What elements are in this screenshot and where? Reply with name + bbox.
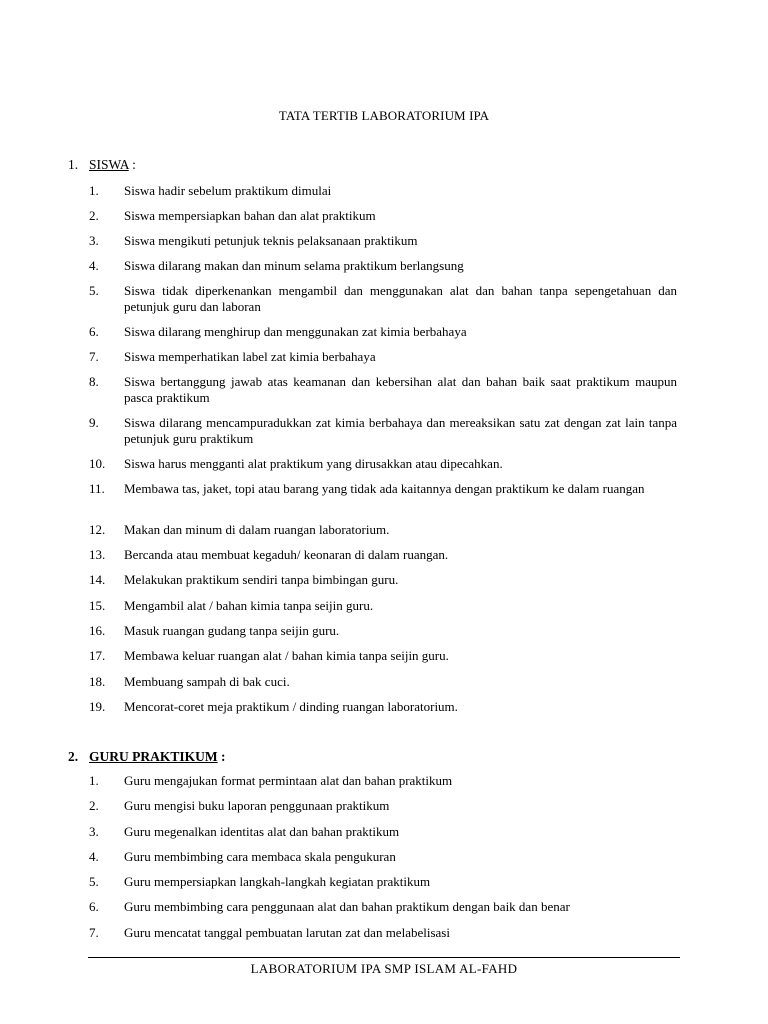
list-item-number: 17. [89, 648, 106, 663]
list-item-text: Guru mempersiapkan langkah-langkah kegiatan praktikum [124, 874, 431, 889]
list-item-number: 16. [89, 623, 106, 638]
list-item-text: Siswa bertanggung jawab atas keamanan dan kebersihan alat dan bahan baik saat praktikum maupun pasca praktikum [124, 374, 677, 405]
list-item-number: 11. [89, 481, 105, 496]
section-heading-siswa [68, 157, 136, 173]
footer-divider [88, 957, 680, 958]
list-item-number: 15. [89, 598, 106, 613]
list-item-number: 6. [89, 324, 99, 339]
list-item-text: Membuang sampah di bak cuci. [124, 674, 290, 689]
list-item-text: Membawa keluar ruangan alat / bahan kimia tanpa seijin guru. [124, 648, 449, 663]
list-item-text: Guru mencatat tanggal pembuatan larutan zat dan melabelisasi [124, 925, 450, 940]
section-label: SISWA [89, 157, 129, 172]
list-item-number: 6. [89, 899, 99, 914]
list-item-number: 2. [89, 798, 99, 813]
list-item-text: Guru membimbing cara membaca skala pengukuran [124, 849, 396, 864]
list-item-number: 5. [89, 283, 99, 298]
list-item-text: Mengambil alat / bahan kimia tanpa seijin guru. [124, 598, 374, 613]
list-item-number: 14. [89, 572, 106, 587]
list-item-number: 1. [89, 183, 99, 198]
list-item-text: Guru megenalkan identitas alat dan bahan praktikum [124, 824, 400, 839]
list-item-text: Mencorat-coret meja praktikum / dinding ruangan laboratorium. [124, 699, 458, 714]
list-item-number: 4. [89, 258, 99, 273]
list-item-text: Makan dan minum di dalam ruangan laboratorium. [124, 522, 390, 537]
list-item-text: Siswa tidak diperkenankan mengambil dan menggunakan alat dan bahan tanpa sepengetahuan dan petunjuk guru dan laboran [124, 283, 677, 314]
section-heading-guru-praktikum [68, 749, 226, 765]
list-item-text: Siswa dilarang mencampuradukkan zat kimia berbahaya dan mereaksikan satu zat dengan zat lain tanpa petunjuk guru praktikum [124, 415, 677, 446]
list-item-number: 12. [89, 522, 106, 537]
list-item-number: 19. [89, 699, 106, 714]
list-item-number: 1. [89, 773, 99, 788]
section-suffix: : [128, 157, 136, 172]
section-label: GURU PRAKTIKUM [89, 749, 218, 764]
page-footer: LABORATORIUM IPA SMP ISLAM AL-FAHD [250, 961, 518, 976]
list-item-number: 13. [89, 547, 106, 562]
list-item-text: Siswa dilarang makan dan minum selama praktikum berlangsung [124, 258, 464, 273]
list-item-number: 8. [89, 374, 99, 389]
list-item-text: Membawa tas, jaket, topi atau barang yang tidak ada kaitannya dengan praktikum ke dalam ruangan [124, 481, 645, 496]
list-item-number: 3. [89, 824, 99, 839]
page-title: TATA TERTIB LABORATORIUM IPA [278, 108, 490, 123]
list-item-number: 10. [89, 456, 106, 471]
list-item-text: Bercanda atau membuat kegaduh/ keonaran di dalam ruangan. [124, 547, 449, 562]
list-item-number: 7. [89, 925, 99, 940]
list-item-number: 18. [89, 674, 106, 689]
list-item-number: 4. [89, 849, 99, 864]
list-item-text: Guru mengajukan format permintaan alat dan bahan praktikum [124, 773, 453, 788]
list-item-number: 3. [89, 233, 99, 248]
list-item-number: 9. [89, 415, 99, 430]
list-item-number: 5. [89, 874, 99, 889]
list-item-number: 7. [89, 349, 99, 364]
list-item-text: Melakukan praktikum sendiri tanpa bimbingan guru. [124, 572, 399, 587]
list-item-number: 2. [89, 208, 99, 223]
list-item-text: Masuk ruangan gudang tanpa seijin guru. [124, 623, 340, 638]
section-suffix: : [217, 749, 226, 764]
list-item-text: Siswa harus mengganti alat praktikum yang dirusakkan atau dipecahkan. [124, 456, 503, 471]
list-item-text: Guru membimbing cara penggunaan alat dan bahan praktikum dengan baik dan benar [124, 899, 570, 914]
list-item-text: Siswa hadir sebelum praktikum dimulai [124, 183, 332, 198]
list-item-text: Siswa dilarang menghirup dan menggunakan zat kimia berbahaya [124, 324, 467, 339]
list-item-text: Siswa mempersiapkan bahan dan alat praktikum [124, 208, 376, 223]
list-item-text: Siswa mengikuti petunjuk teknis pelaksanaan praktikum [124, 233, 418, 248]
list-item-text: Siswa memperhatikan label zat kimia berbahaya [124, 349, 376, 364]
section-number: 1. [68, 157, 79, 172]
section-number: 2. [68, 749, 79, 764]
list-item-text: Guru mengisi buku laporan penggunaan praktikum [124, 798, 390, 813]
